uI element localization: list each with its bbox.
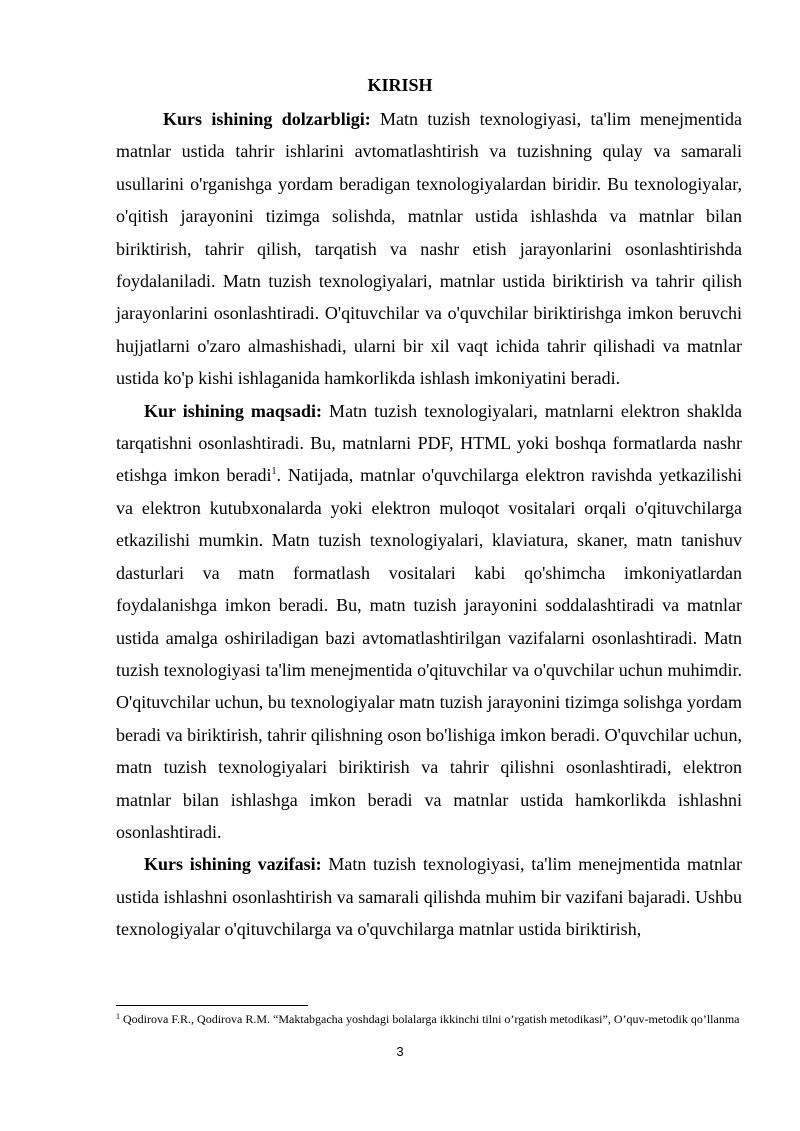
paragraph-text: Matn tuzish texnologiyasi, ta'lim menejmentida matnlar ustida tahrir ishlarini avtomatlashtirish va tuzishning qulay va samarali usullarini o'rganishga yordam beradigan texnologiyalardan biridir. Bu texnologiyalar, o'qitish jarayonini tizimga solishda, matnlar ustida ishlashda va matnlar bilan biriktirish, tahrir qilish, tarqatish va nashr etish jarayonlarini osonlashtirishda foydalaniladi. Matn tuzish texnologiyalari, matnlar ustida biriktirish va tahrir qilish jarayonlarini osonlashtiradi. O'qituvchilar va o'quvchilar biriktirishga imkon beruvchi hujjatlarni o'zaro almashishadi, ularni bir xil vaqt ichida tahrir qilishadi va matnlar ustida ko'p kishi ishlaganida hamkorlikda ishlash imkoniyatini beradi. [116,109,742,389]
footnote-separator [116,1005,308,1006]
footnote [116,1011,756,1028]
paragraph-task [116,848,742,945]
body-text [116,103,742,946]
paragraph-text: Matn tuzish texnologiyasi, ta'lim menejmentida matnlar ustida ishlashni osonlashtirish va samarali qilishda muhim bir vazifani bajaradi. Ushbu texnologiyalar o'qituvchilarga va o'quvchilarga matnlar ustida biriktirish, [116,854,742,940]
paragraph-relevance [116,103,742,395]
paragraph-text: . Natijada, matnlar o'quvchilarga elektron ravishda yetkazilishi va elektron kutubxonalarda yoki elektron muloqot vositalari orqali o'qituvchilarga etkazilishi mumkin. Matn tuzish texnologiyalari, klaviatura, skaner, matn tanishuv dasturlari va matn formatlash vositalari kabi qo'shimcha imkoniyatlardan foydalanishga imkon beradi. Bu, matn tuzish jarayonini soddalashtiradi va matnlar ustida amalga oshiriladigan bazi avtomatlashtirilgan vazifalarni osonlashtiradi. Matn tuzish texnologiyasi ta'lim menejmentida o'qituvchilar va o'quvchilar uchun muhimdir. O'qituvchilar uchun, bu texnologiyalar matn tuzish jarayonini tizimga solishga yordam beradi va biriktirish, tahrir qilishning oson bo'lishiga imkon beradi. O'quvchilar uchun, matn tuzish texnologiyalari biriktirish va tahrir qilishni osonlashtiradi, elektron matnlar bilan ishlashga imkon beradi va matnlar ustida hamkorlikda ishlashni osonlashtiradi. [116,465,742,842]
page-number: 3 [396,1044,404,1059]
paragraph-lead: Kurs ishining vazifasi: [144,854,322,875]
paragraph-text: Matn tuzish texnologiyalari, matnlarni elektron shaklda tarqatishni osonlashtiradi. Bu, matnlarni PDF, HTML yoki boshqa formatlarda nashr etishga imkon beradi [116,400,742,486]
paragraph-lead: Kurs ishining dolzarbligi: [163,109,371,129]
footnote-number: 1 [116,1012,120,1021]
page-title: KIRISH [367,75,433,95]
paragraph-lead: Kur ishining maqsadi: [144,400,322,421]
footnote-reference[interactable]: 1 [271,466,277,478]
footnote-text: Qodirova F.R., Qodirova R.M. “Maktabgacha yoshdagi bolalarga ikkinchi tilni o’rgatish metodikasi”, O’quv-metodik qo’llanma [120,1012,740,1026]
paragraph-purpose [116,395,742,849]
